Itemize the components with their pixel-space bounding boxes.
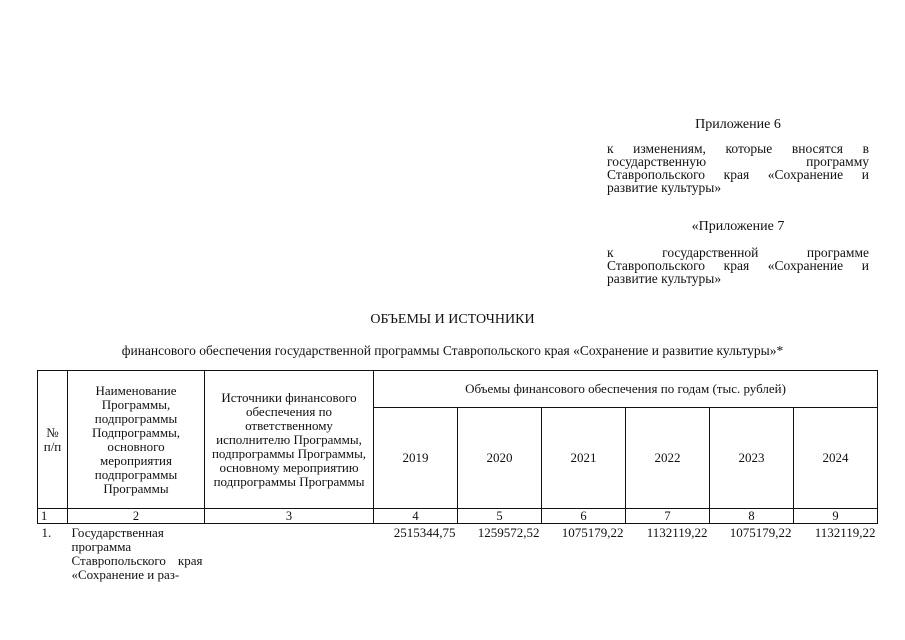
document-title: ОБЪЕМЫ И ИСТОЧНИКИ bbox=[370, 312, 535, 327]
row-value: 1259572,52 bbox=[477, 525, 540, 540]
header-year: 2023 bbox=[710, 408, 794, 509]
row-value: 1132119,22 bbox=[646, 525, 708, 540]
column-number: 2 bbox=[68, 509, 205, 524]
table-row bbox=[38, 524, 878, 583]
document-subtitle: финансового обеспечения государственной программы Ставропольского края «Сохранение и развитие культуры»* bbox=[121, 343, 784, 358]
column-number: 4 bbox=[374, 509, 458, 524]
header-funding-volumes: Объемы финансового обеспечения по годам (тыс. рублей) bbox=[374, 371, 878, 408]
header-year: 2021 bbox=[542, 408, 626, 509]
row-value: 1132119,22 bbox=[814, 525, 876, 540]
row-value: 1075179,22 bbox=[729, 525, 792, 540]
column-number-row bbox=[38, 509, 878, 524]
header-funding-sources: Источники финансового обеспечения по ответственному исполнителю Программы, подпрограммы Программы, основному мероприятию подпрограммы Программы bbox=[205, 371, 374, 509]
header-year: 2020 bbox=[458, 408, 542, 509]
column-number: 1 bbox=[38, 509, 68, 524]
financing-table bbox=[37, 370, 878, 582]
appendix-7-title: «Приложение 7 bbox=[691, 219, 785, 234]
column-number: 9 bbox=[794, 509, 878, 524]
column-number: 7 bbox=[626, 509, 710, 524]
row-value: 1075179,22 bbox=[561, 525, 624, 540]
row-index: 1. bbox=[41, 525, 52, 540]
row-funding-source bbox=[205, 524, 374, 583]
column-number: 8 bbox=[710, 509, 794, 524]
header-year: 2019 bbox=[374, 408, 458, 509]
column-number: 6 bbox=[542, 509, 626, 524]
row-program-name: Государственная программа Ставропольского края «Сохранение и раз- bbox=[71, 525, 203, 582]
header-year: 2022 bbox=[626, 408, 710, 509]
appendix-6-text: к изменениям, которые вносятся в государственную программу Ставропольского края «Сохранение и развитие культуры» bbox=[607, 141, 869, 195]
appendix-6-title: Приложение 6 bbox=[695, 117, 781, 132]
column-number: 3 bbox=[205, 509, 374, 524]
header-year: 2024 bbox=[794, 408, 878, 509]
column-number: 5 bbox=[458, 509, 542, 524]
header-program-name: Наименование Программы, подпрограммы Подпрограммы, основного мероприятия подпрограммы Программы bbox=[68, 371, 205, 509]
header-number: № п/п bbox=[38, 371, 68, 509]
row-value: 2515344,75 bbox=[393, 525, 456, 540]
appendix-7-text: к государственной программе Ставропольского края «Сохранение и развитие культуры» bbox=[607, 245, 869, 286]
